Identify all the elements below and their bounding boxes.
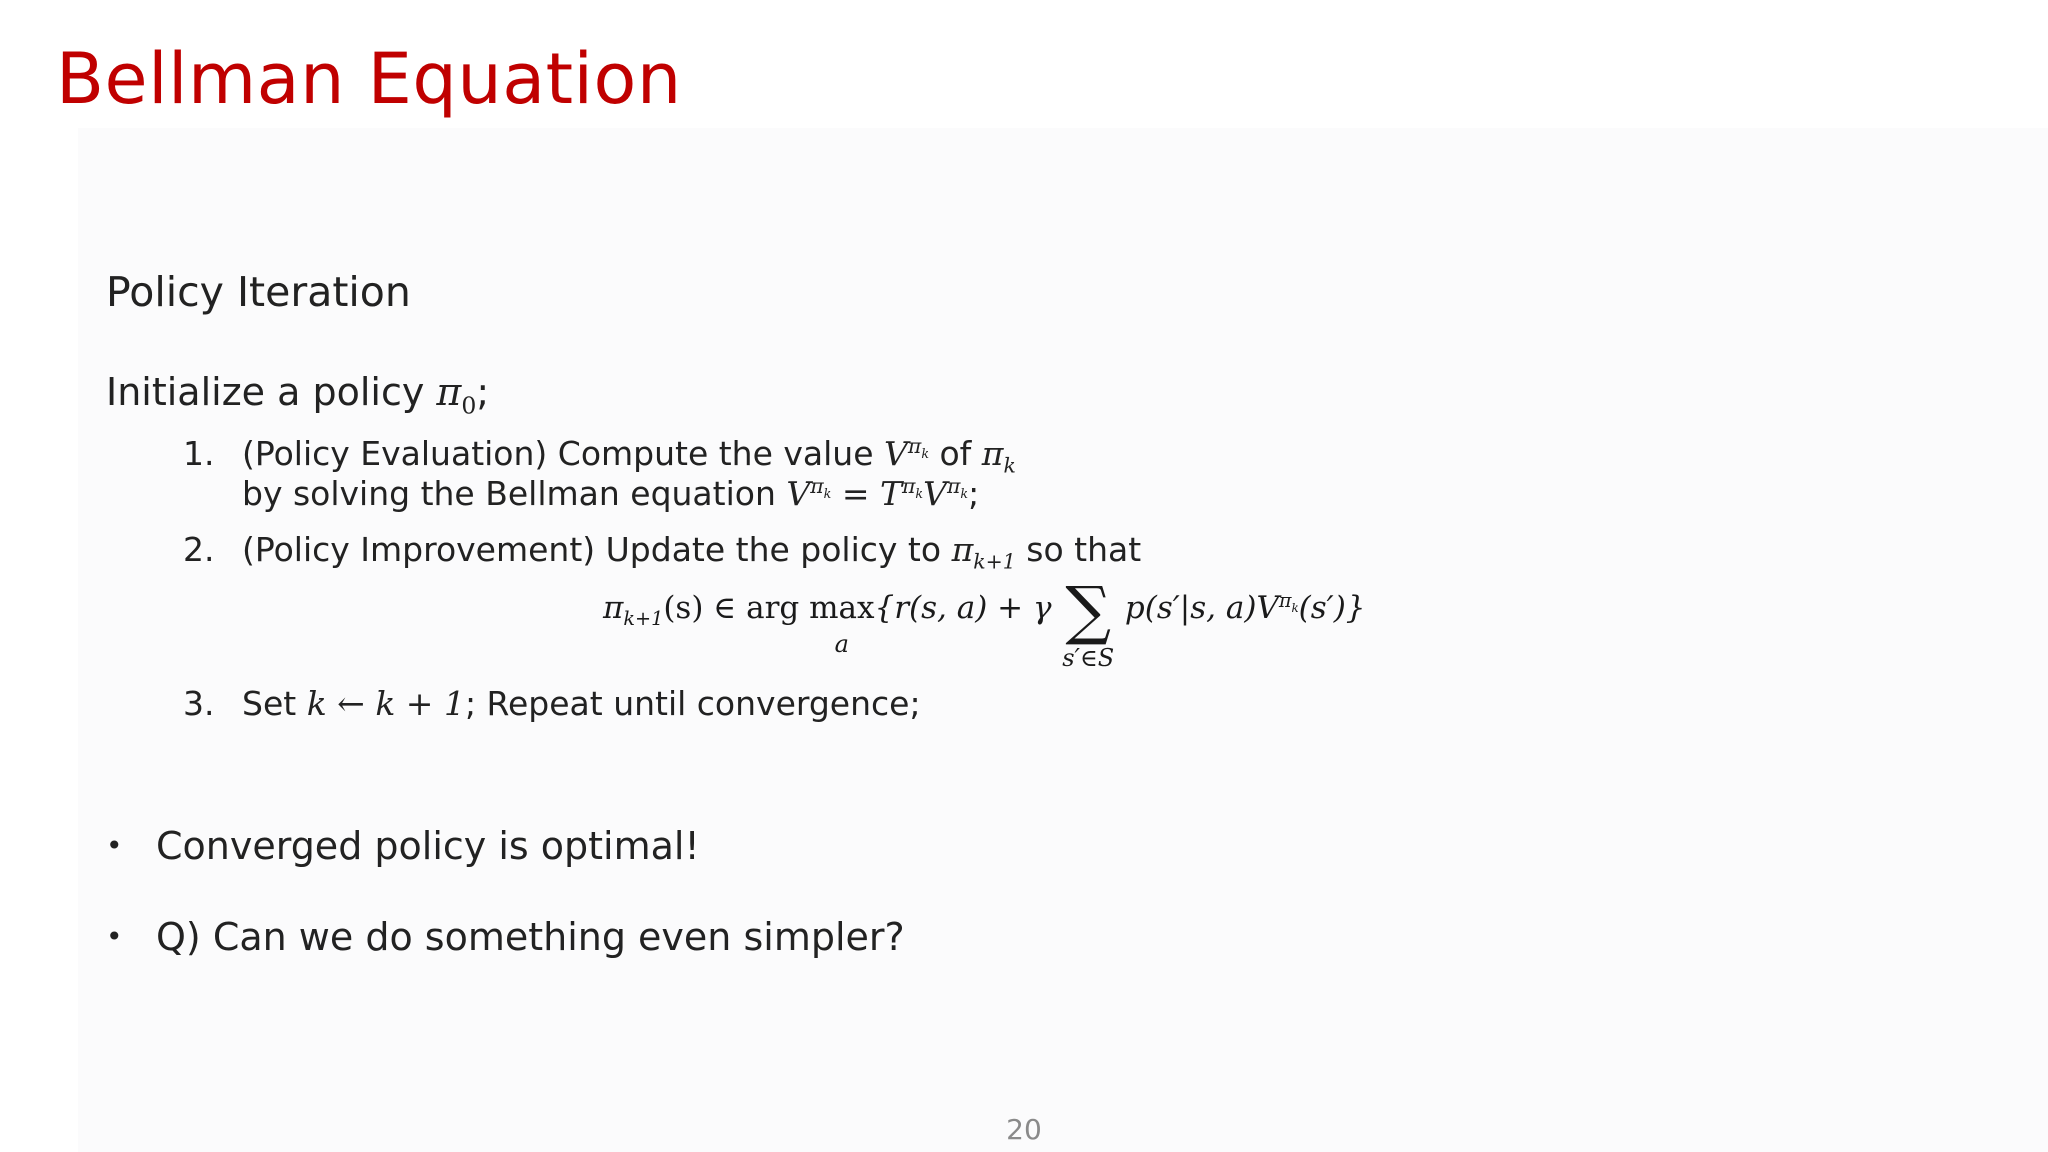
init-line: Initialize a policy $\pi_0$; (106, 370, 490, 420)
bullet-item: • Converged policy is optimal! (106, 824, 700, 868)
bullet-item: • Q) Can we do something even simpler? (106, 915, 905, 959)
step-1-line-2: by solving the Bellman equation $V^{\pi_k} = T^{\pi_k}V^{\pi_k}$; (242, 474, 980, 513)
policy-improvement-equation: $\pi_{k+1}(s)$ ∈ arg max a {r(s, a) + γ ∑ s′∈S p(s′|s, $a)V^{\pi_k}(s')$} (603, 574, 1366, 672)
step-1: 1. (Policy Evaluation) Compute the value $V^{\pi_k}$ of $\pi_k$ (183, 434, 1016, 478)
section-heading: Policy Iteration (106, 268, 411, 316)
step-number: 1. (183, 434, 215, 473)
slide-title: Bellman Equation (56, 38, 682, 120)
sum-operator: ∑ s′∈S (1062, 574, 1115, 672)
page-number: 20 (1006, 1113, 1042, 1146)
step-3: 3. Set k ← k + 1; Repeat until convergence; (183, 684, 921, 723)
step-number: 3. (183, 684, 215, 723)
step-number: 2. (183, 530, 215, 569)
step-2: 2. (Policy Improvement) Update the policy to $\pi_{k+1}$ so that (183, 530, 1142, 574)
bullet-icon: • (106, 920, 123, 953)
bullet-icon: • (106, 829, 123, 862)
